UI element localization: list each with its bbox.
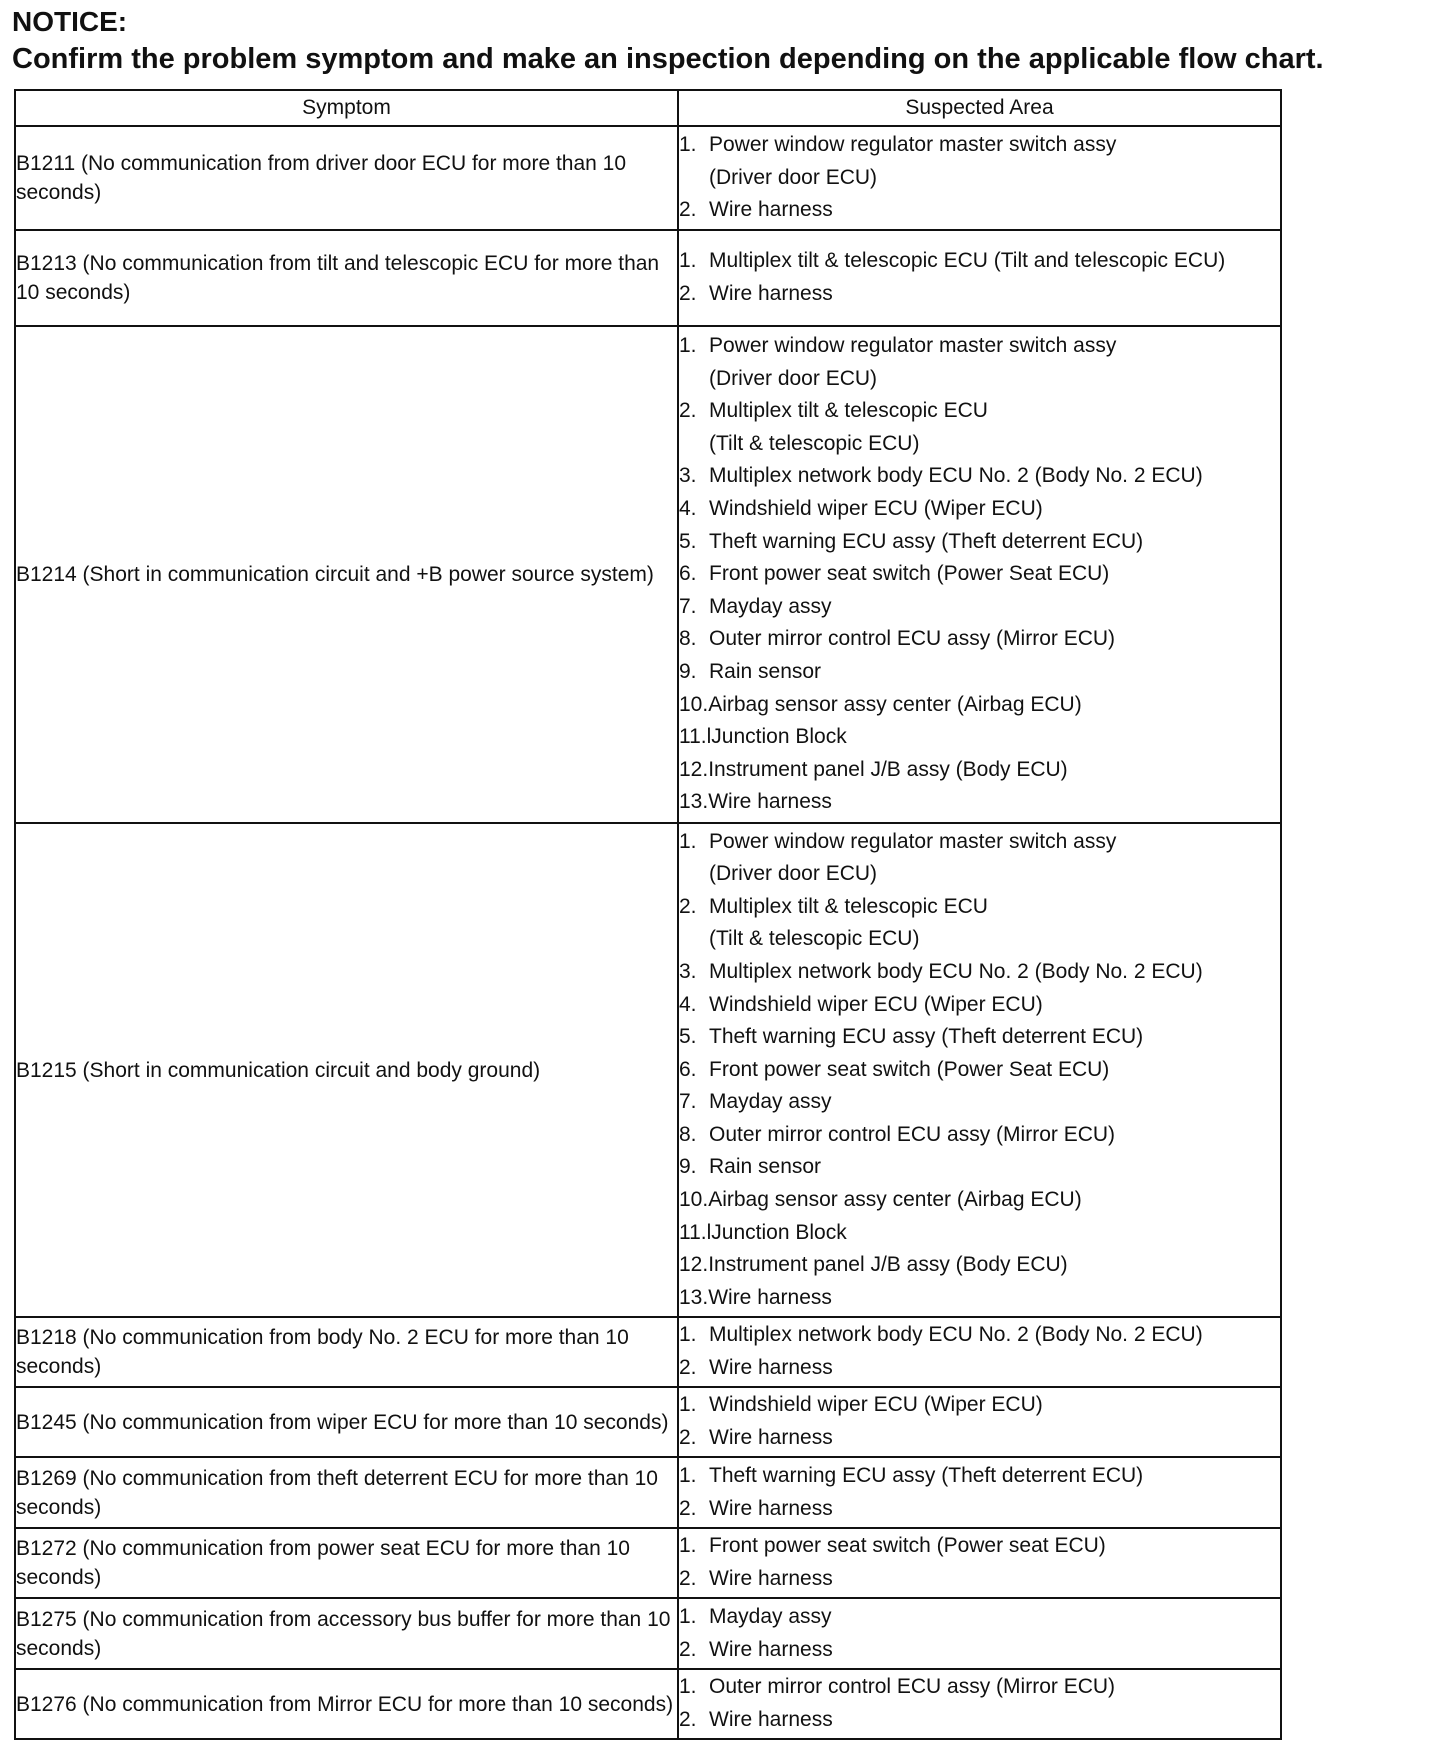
- suspected-area-item: [679, 1249, 1280, 1282]
- table-row: [15, 1317, 1281, 1387]
- table-row: [15, 1528, 1281, 1598]
- suspected-area-item: [679, 428, 1280, 461]
- suspected-area-number: 2.: [679, 1708, 697, 1731]
- suspected-area-text: lJunction Block: [706, 725, 847, 749]
- suspected-area-number: 13.: [679, 790, 709, 814]
- suspected-area-text: Rain sensor: [709, 1155, 822, 1179]
- suspected-area-text: Multiplex network body ECU No. 2 (Body No. 2 ECU): [709, 1323, 1203, 1347]
- suspected-area-number: 2.: [679, 399, 697, 423]
- notice-heading: NOTICE:: [12, 6, 128, 37]
- suspected-area-text: Outer mirror control ECU assy (Mirror ECU): [709, 1675, 1116, 1699]
- suspected-area-number: [679, 428, 709, 461]
- suspected-area-text: Theft warning ECU assy (Theft deterrent ECU): [709, 1463, 1144, 1487]
- suspected-area-item: [679, 1601, 1280, 1634]
- symptom-cell: B1213 (No communication from tilt and telescopic ECU for more than 10 seconds): [15, 230, 678, 326]
- suspected-area-item: [679, 721, 1280, 754]
- suspected-area-number: 1.: [679, 829, 697, 853]
- suspected-area-cell: [678, 823, 1281, 1317]
- suspected-area-number: 2.: [679, 1637, 697, 1661]
- suspected-area-item: [679, 1671, 1280, 1704]
- suspected-area-number: 11.: [679, 725, 707, 749]
- suspected-area-number: 1.: [679, 133, 697, 157]
- suspected-area-item: [679, 1282, 1280, 1315]
- suspected-area-text: Wire harness: [709, 282, 833, 305]
- suspected-area-cell: [678, 1528, 1281, 1598]
- suspected-area-number: 4.: [679, 497, 697, 521]
- suspected-area-cell: [678, 1598, 1281, 1669]
- suspected-area-cell: [678, 126, 1281, 230]
- suspected-area-number: 10.: [679, 692, 709, 716]
- suspected-area-cell: [678, 1387, 1281, 1457]
- suspected-area-item: [679, 786, 1280, 819]
- instruction-text: Confirm the problem symptom and make an inspection depending on the applicable flow chart.: [12, 43, 1324, 75]
- suspected-area-number: [679, 923, 709, 956]
- suspected-area-item: [679, 245, 1280, 278]
- suspected-area-item: [679, 1422, 1280, 1455]
- symptom-cell: B1215 (Short in communication circuit and body ground): [15, 823, 678, 1317]
- suspected-area-text: Outer mirror control ECU assy (Mirror ECU): [709, 1122, 1116, 1146]
- suspected-area-item: [679, 1460, 1280, 1493]
- suspected-area-item: [679, 1563, 1280, 1596]
- suspected-area-number: 1.: [679, 1534, 697, 1558]
- suspected-area-text: (Tilt & telescopic ECU): [709, 431, 920, 455]
- suspected-area-text: Wire harness: [709, 1567, 833, 1590]
- suspected-area-text: Multiplex tilt & telescopic ECU: [709, 399, 988, 423]
- suspected-area-number: [679, 162, 709, 195]
- suspected-area-text: (Driver door ECU): [709, 366, 878, 390]
- suspected-area-item: [679, 754, 1280, 787]
- suspected-area-text: Wire harness: [708, 1285, 832, 1309]
- suspected-area-number: 1.: [679, 1463, 697, 1487]
- suspected-area-text: Front power seat switch (Power Seat ECU): [709, 1057, 1110, 1081]
- suspected-area-text: (Driver door ECU): [709, 165, 878, 189]
- suspected-area-text: Rain sensor: [709, 659, 822, 683]
- symptom-cell: B1269 (No communication from theft deterrent ECU for more than 10 seconds): [15, 1457, 678, 1528]
- suspected-area-text: Multiplex network body ECU No. 2 (Body No. 2 ECU): [709, 464, 1203, 488]
- suspected-area-text: Wire harness: [709, 1637, 833, 1661]
- suspected-area-item: [679, 591, 1280, 624]
- suspected-area-item: [679, 129, 1280, 162]
- suspected-area-text: Wire harness: [709, 1356, 833, 1379]
- suspected-area-number: 3.: [679, 959, 697, 983]
- suspected-area-text: Wire harness: [709, 1496, 833, 1520]
- suspected-area-number: 2.: [679, 1356, 697, 1379]
- suspected-area-text: Windshield wiper ECU (Wiper ECU): [709, 992, 1043, 1016]
- suspected-area-text: Instrument panel J/B assy (Body ECU): [708, 757, 1068, 781]
- suspected-area-number: [679, 858, 709, 891]
- suspected-area-text: lJunction Block: [706, 1220, 847, 1244]
- suspected-area-item: [679, 1352, 1280, 1385]
- symptom-column-header: Symptom: [15, 90, 678, 126]
- suspected-area-number: 12.: [679, 1253, 709, 1277]
- suspected-area-item: [679, 194, 1280, 227]
- table-row: [15, 1457, 1281, 1528]
- suspected-area-number: 1.: [679, 334, 697, 358]
- suspected-area-number: 2.: [679, 198, 697, 222]
- suspected-area-text: Front power seat switch (Power Seat ECU): [709, 562, 1110, 586]
- suspected-area-item: [679, 460, 1280, 493]
- suspected-area-text: Airbag sensor assy center (Airbag ECU): [708, 1188, 1082, 1212]
- symptom-cell: B1276 (No communication from Mirror ECU for more than 10 seconds): [15, 1669, 678, 1739]
- suspected-area-text: Mayday assy: [709, 1090, 832, 1114]
- suspected-area-item: [679, 363, 1280, 396]
- suspected-area-item: [679, 493, 1280, 526]
- suspected-area-number: 2.: [679, 1496, 697, 1520]
- suspected-area-number: 2.: [679, 1567, 697, 1590]
- suspected-area-item: [679, 989, 1280, 1022]
- suspected-area-item: [679, 1151, 1280, 1184]
- symptom-cell: B1211 (No communication from driver door ECU for more than 10 seconds): [15, 126, 678, 230]
- suspected-area-item: [679, 1530, 1280, 1563]
- suspected-area-number: 2.: [679, 894, 697, 918]
- suspected-area-item: [679, 1217, 1280, 1250]
- table-row: [15, 326, 1281, 823]
- suspected-area-text: Multiplex tilt & telescopic ECU (Tilt and telescopic ECU): [709, 249, 1226, 273]
- suspected-area-text: (Tilt & telescopic ECU): [709, 927, 920, 951]
- suspected-area-text: Wire harness: [709, 198, 833, 222]
- suspected-area-number: 1.: [679, 1323, 697, 1347]
- suspected-area-text: Multiplex tilt & telescopic ECU: [709, 894, 988, 918]
- suspected-area-number: 11.: [679, 1220, 707, 1244]
- suspected-area-text: Instrument panel J/B assy (Body ECU): [708, 1253, 1068, 1277]
- suspected-area-item: [679, 1086, 1280, 1119]
- suspected-area-item: [679, 1319, 1280, 1352]
- suspected-area-number: 3.: [679, 464, 697, 488]
- suspected-area-number: 6.: [679, 562, 697, 586]
- suspected-area-item: [679, 1021, 1280, 1054]
- suspected-area-item: [679, 623, 1280, 656]
- suspected-area-text: Wire harness: [709, 1426, 833, 1449]
- suspected-area-item: [679, 162, 1280, 195]
- suspected-area-number: 6.: [679, 1057, 697, 1081]
- table-row: [15, 1387, 1281, 1457]
- suspected-area-text: Front power seat switch (Power seat ECU): [709, 1534, 1106, 1558]
- suspected-area-column-header: Suspected Area: [678, 90, 1281, 126]
- suspected-area-item: [679, 558, 1280, 591]
- table-row: [15, 1669, 1281, 1739]
- suspected-area-number: 8.: [679, 1122, 697, 1146]
- suspected-area-number: 1.: [679, 249, 697, 273]
- suspected-area-number: 1.: [679, 1604, 697, 1628]
- suspected-area-number: 5.: [679, 1025, 697, 1049]
- suspected-area-item: [679, 858, 1280, 891]
- suspected-area-text: Wire harness: [708, 790, 832, 814]
- suspected-area-number: 2.: [679, 1426, 697, 1449]
- table-row: [15, 126, 1281, 230]
- suspected-area-cell: [678, 230, 1281, 326]
- suspected-area-item: [679, 1119, 1280, 1152]
- suspected-area-cell: [678, 1669, 1281, 1739]
- suspected-area-item: [679, 1054, 1280, 1087]
- symptom-cell: B1218 (No communication from body No. 2 ECU for more than 10 seconds): [15, 1317, 678, 1387]
- suspected-area-text: Theft warning ECU assy (Theft deterrent ECU): [709, 1025, 1144, 1049]
- suspected-area-item: [679, 526, 1280, 559]
- suspected-area-number: 1.: [679, 1393, 697, 1417]
- suspected-area-item: [679, 656, 1280, 689]
- table-row: [15, 823, 1281, 1317]
- table-row: [15, 230, 1281, 326]
- suspected-area-item: [679, 826, 1280, 859]
- suspected-area-number: 12.: [679, 757, 709, 781]
- suspected-area-text: Outer mirror control ECU assy (Mirror ECU): [709, 627, 1116, 651]
- symptom-cell: B1214 (Short in communication circuit and +B power source system): [15, 326, 678, 823]
- suspected-area-number: 8.: [679, 627, 697, 651]
- suspected-area-text: Power window regulator master switch assy: [709, 133, 1117, 157]
- suspected-area-item: [679, 395, 1280, 428]
- suspected-area-item: [679, 1704, 1280, 1737]
- suspected-area-number: 5.: [679, 529, 697, 553]
- suspected-area-text: Windshield wiper ECU (Wiper ECU): [709, 1393, 1043, 1417]
- suspected-area-item: [679, 1634, 1280, 1667]
- suspected-area-item: [679, 923, 1280, 956]
- suspected-area-cell: [678, 326, 1281, 823]
- suspected-area-item: [679, 330, 1280, 363]
- suspected-area-number: [679, 363, 709, 396]
- suspected-area-number: 7.: [679, 1090, 697, 1114]
- suspected-area-number: 9.: [679, 659, 697, 683]
- suspected-area-number: 1.: [679, 1675, 697, 1699]
- suspected-area-cell: [678, 1457, 1281, 1528]
- suspected-area-cell: [678, 1317, 1281, 1387]
- suspected-area-item: [679, 278, 1280, 311]
- suspected-area-number: 9.: [679, 1155, 697, 1179]
- suspected-area-text: Mayday assy: [709, 594, 832, 618]
- suspected-area-text: Theft warning ECU assy (Theft deterrent ECU): [709, 529, 1144, 553]
- suspected-area-text: (Driver door ECU): [709, 862, 878, 886]
- dtc-table-body: [15, 126, 1281, 1739]
- suspected-area-text: Mayday assy: [709, 1604, 832, 1628]
- table-row: [15, 1598, 1281, 1669]
- suspected-area-item: [679, 1493, 1280, 1526]
- suspected-area-text: Multiplex network body ECU No. 2 (Body No. 2 ECU): [709, 959, 1203, 983]
- suspected-area-item: [679, 891, 1280, 924]
- suspected-area-number: 2.: [679, 282, 697, 305]
- table-header-row: [15, 90, 1281, 126]
- dtc-table: [14, 89, 1282, 1740]
- suspected-area-text: Windshield wiper ECU (Wiper ECU): [709, 497, 1043, 521]
- suspected-area-number: 7.: [679, 594, 697, 618]
- suspected-area-item: [679, 1389, 1280, 1422]
- suspected-area-item: [679, 956, 1280, 989]
- suspected-area-text: Power window regulator master switch assy: [709, 829, 1117, 853]
- suspected-area-text: Power window regulator master switch assy: [709, 334, 1117, 358]
- symptom-cell: B1272 (No communication from power seat ECU for more than 10 seconds): [15, 1528, 678, 1598]
- suspected-area-number: 4.: [679, 992, 697, 1016]
- suspected-area-item: [679, 689, 1280, 722]
- symptom-cell: B1245 (No communication from wiper ECU for more than 10 seconds): [15, 1387, 678, 1457]
- suspected-area-number: 13.: [679, 1285, 709, 1309]
- suspected-area-item: [679, 1184, 1280, 1217]
- suspected-area-text: Wire harness: [709, 1708, 833, 1731]
- suspected-area-text: Airbag sensor assy center (Airbag ECU): [708, 692, 1082, 716]
- suspected-area-number: 10.: [679, 1188, 709, 1212]
- symptom-cell: B1275 (No communication from accessory bus buffer for more than 10 seconds): [15, 1598, 678, 1669]
